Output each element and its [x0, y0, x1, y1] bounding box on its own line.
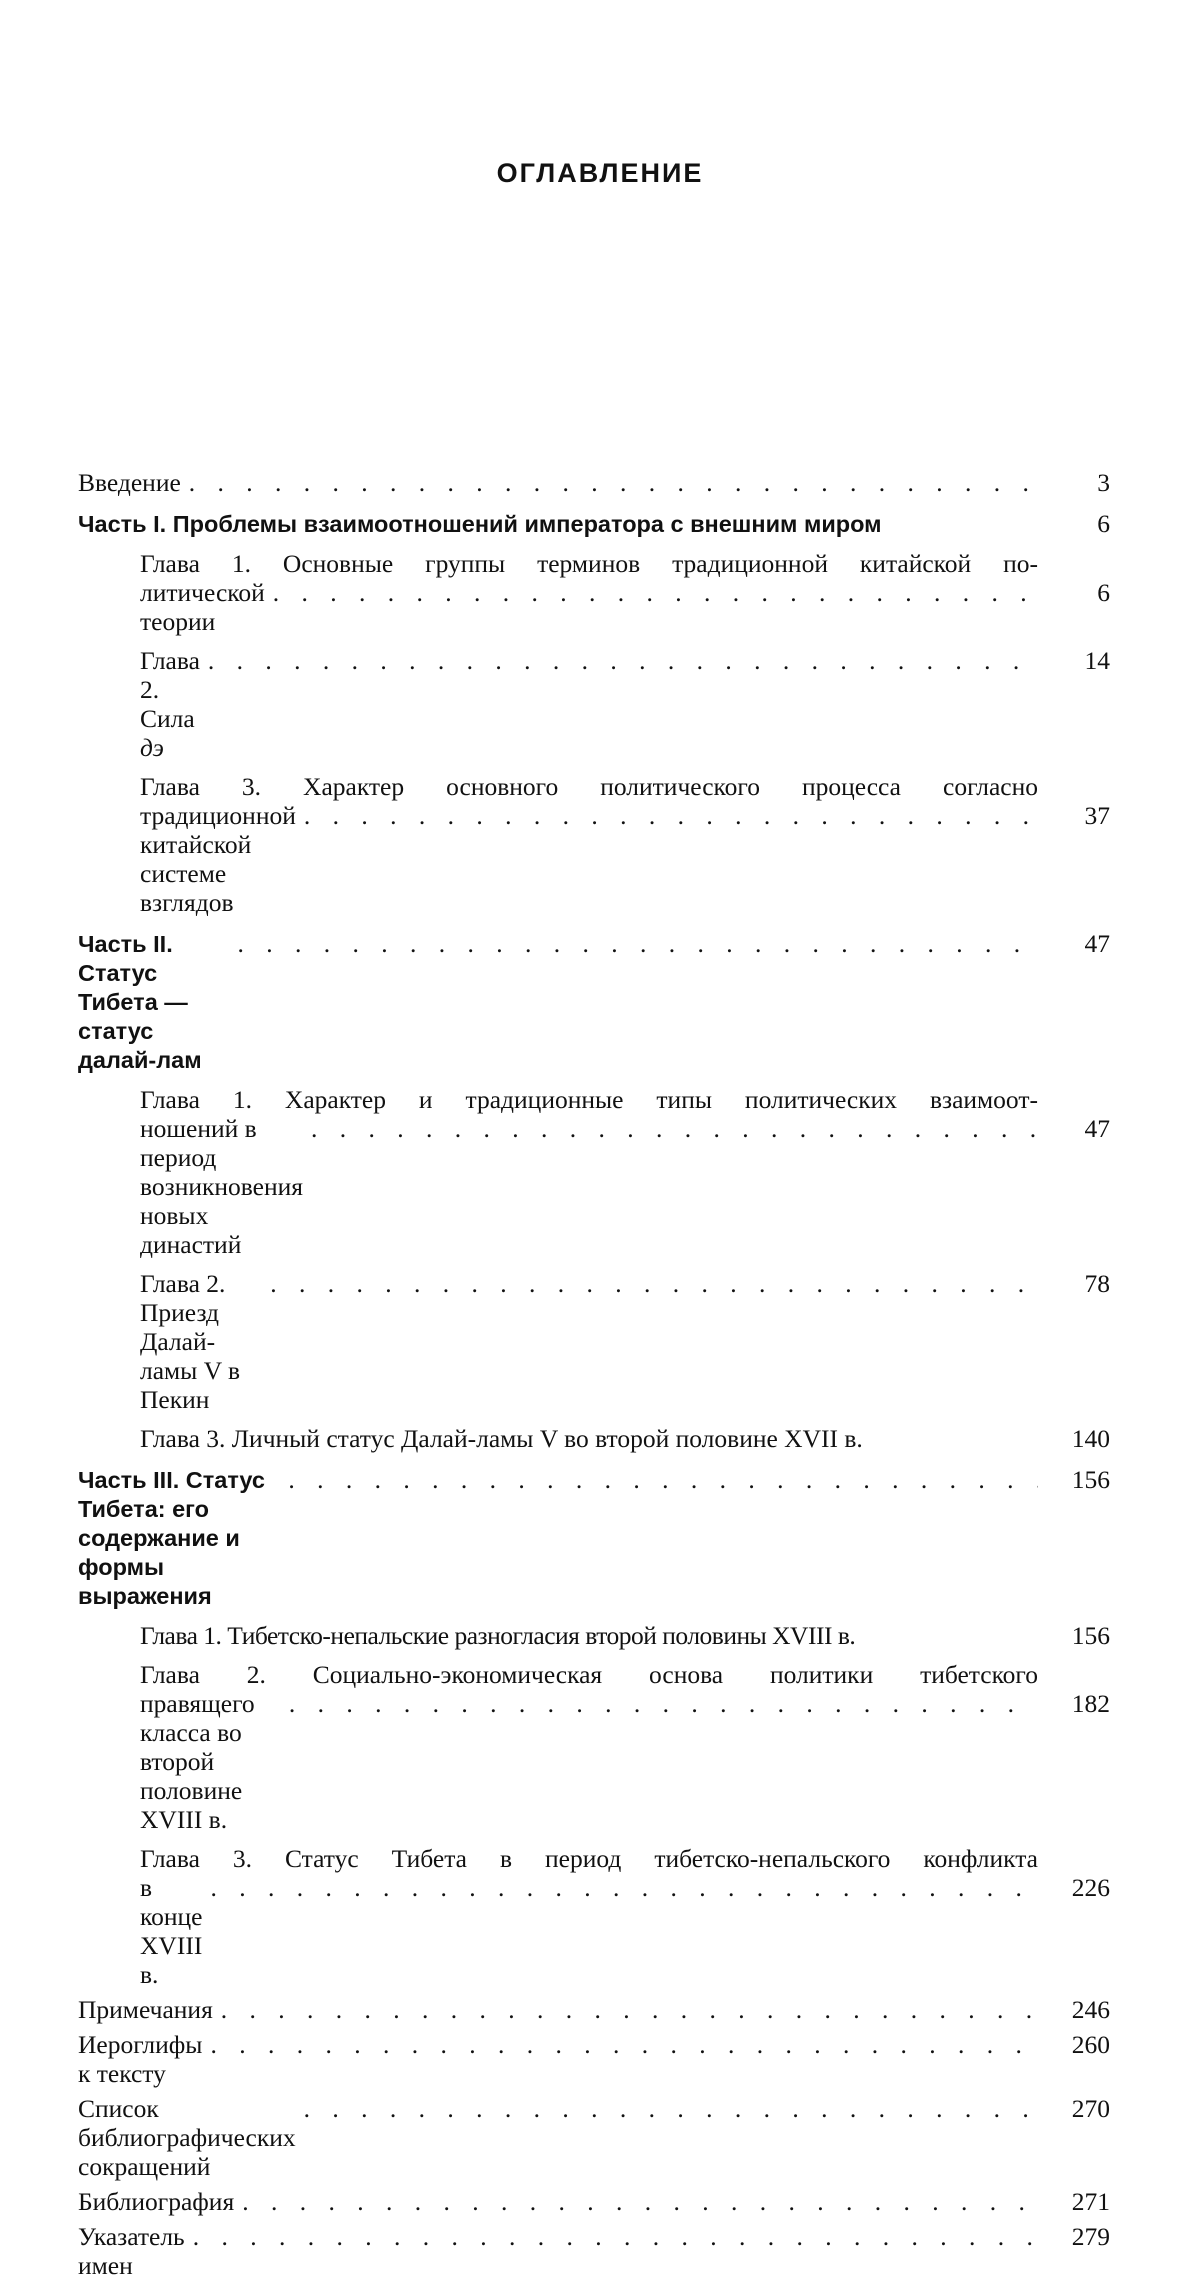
toc-page-number: 279 [1071, 2222, 1110, 2251]
toc-page-number: 14 [1084, 646, 1110, 675]
toc-page-number: 6 [1097, 578, 1110, 607]
toc-entry-label: Глава 2. Сила [140, 646, 200, 733]
toc-entry-italic-term: дэ [140, 733, 164, 762]
toc-entry-label: Библиография [78, 2187, 235, 2216]
toc-page-number: 140 [1071, 1424, 1110, 1453]
toc-page-number: 37 [1084, 801, 1110, 830]
toc-part-label: Часть III. Статус Тибета: его содержание и формы выражения [78, 1467, 265, 1609]
toc-part-2[interactable] [78, 929, 1110, 1075]
toc-part-label: Часть II. Статус Тибета — статус далай-лам [78, 931, 202, 1073]
toc-page-number: 3 [1097, 468, 1110, 497]
toc-entry-line2: правящего класса во второй половине XVIII в. [140, 1689, 255, 1834]
leader-dots [221, 1995, 1038, 2024]
leader-dots [304, 801, 1038, 830]
leader-dots [238, 929, 1039, 958]
toc-entry-line2: в конце XVIII в. [140, 1873, 203, 1989]
toc-page-number: 6 [1097, 509, 1110, 538]
toc-page-number: 271 [1071, 2187, 1110, 2216]
toc-entry-hieroglyphs[interactable] [78, 2030, 1110, 2088]
toc-entry-label: Список библиографических сокращений [78, 2094, 296, 2181]
toc-entry-label: Введение [78, 468, 181, 497]
toc-page-number: 270 [1071, 2094, 1110, 2123]
toc-part-1[interactable] [78, 509, 1110, 539]
toc-page-number: 78 [1084, 1269, 1110, 1298]
leader-dots [273, 578, 1038, 607]
toc-entry-line1: Глава 1. Основные группы терминов традиционной китайской по- [140, 549, 1038, 578]
toc-page-number: 246 [1071, 1995, 1110, 2024]
toc-entry-label: Глава 3. Личный статус Далай-ламы V во второй половине XVII в. [140, 1424, 863, 1453]
toc-page-number: 47 [1084, 1114, 1110, 1143]
toc-part-3[interactable] [78, 1465, 1110, 1611]
toc-entry-label: Примечания [78, 1995, 213, 2024]
toc-entry-line1: Глава 1. Характер и традиционные типы политических взаимоот- [140, 1085, 1038, 1114]
toc-part-2-chapter-1[interactable] [78, 1085, 1110, 1259]
toc-part-3-chapter-3[interactable] [78, 1844, 1110, 1989]
toc-part-2-chapter-3[interactable] [78, 1424, 1110, 1453]
toc-part-1-chapter-2[interactable] [78, 646, 1110, 762]
toc-entry-label: Указатель имен [78, 2222, 185, 2280]
leader-dots [288, 1465, 1038, 1494]
toc-page-number: 156 [1071, 1621, 1110, 1650]
toc-entry-name-index[interactable] [78, 2222, 1110, 2280]
toc-entry-label: Иероглифы к тексту [78, 2030, 203, 2088]
leader-dots [242, 2187, 1038, 2216]
toc-entry-abbreviations[interactable] [78, 2094, 1110, 2181]
toc-part-1-chapter-1[interactable] [78, 549, 1110, 636]
toc-entry-line2: ношений в период возникновения новых династий [140, 1114, 303, 1259]
toc-page-number: 182 [1071, 1689, 1110, 1718]
page-title: ОГЛАВЛЕНИЕ [496, 158, 704, 188]
toc-entry-bibliography[interactable] [78, 2187, 1110, 2216]
toc-page-number: 226 [1071, 1873, 1110, 1902]
toc-entry-label: Глава 2. Приезд Далай-ламы V в Пекин [140, 1269, 241, 1414]
leader-dots [289, 1689, 1038, 1718]
toc-part-2-chapter-2[interactable] [78, 1269, 1110, 1414]
toc-part-3-chapter-1[interactable] [78, 1621, 1110, 1650]
toc-entry-line1: Глава 3. Статус Тибета в период тибетско-непальского конфликта [140, 1844, 1038, 1873]
table-of-contents [78, 468, 1110, 2280]
leader-dots [210, 2030, 1038, 2059]
toc-entry-line1: Глава 2. Социально-экономическая основа политики тибетского [140, 1660, 1038, 1689]
toc-entry-introduction[interactable] [78, 468, 1110, 497]
leader-dots [304, 2094, 1038, 2123]
toc-page-number: 260 [1071, 2030, 1110, 2059]
leader-dots [210, 1873, 1038, 1902]
toc-entry-line2: литической теории [140, 578, 265, 636]
toc-part-label: Часть I. Проблемы взаимоотношений императора с внешним миром [78, 511, 882, 537]
leader-dots [270, 1269, 1038, 1298]
toc-entry-line2: традиционной китайской системе взглядов [140, 801, 296, 917]
leader-dots [208, 646, 1038, 675]
leader-dots [193, 2222, 1038, 2251]
toc-part-3-chapter-2[interactable] [78, 1660, 1110, 1834]
toc-part-1-chapter-3[interactable] [78, 772, 1110, 917]
toc-entry-line1: Глава 3. Характер основного политического процесса согласно [140, 772, 1038, 801]
toc-page-number: 156 [1071, 1465, 1110, 1494]
toc-entry-notes[interactable] [78, 1995, 1110, 2024]
leader-dots [311, 1114, 1038, 1143]
toc-entry-label: Глава 1. Тибетско-непальские разногласия второй половины XVIII в. [140, 1621, 856, 1650]
toc-page-number: 47 [1084, 929, 1110, 958]
leader-dots [189, 468, 1038, 497]
